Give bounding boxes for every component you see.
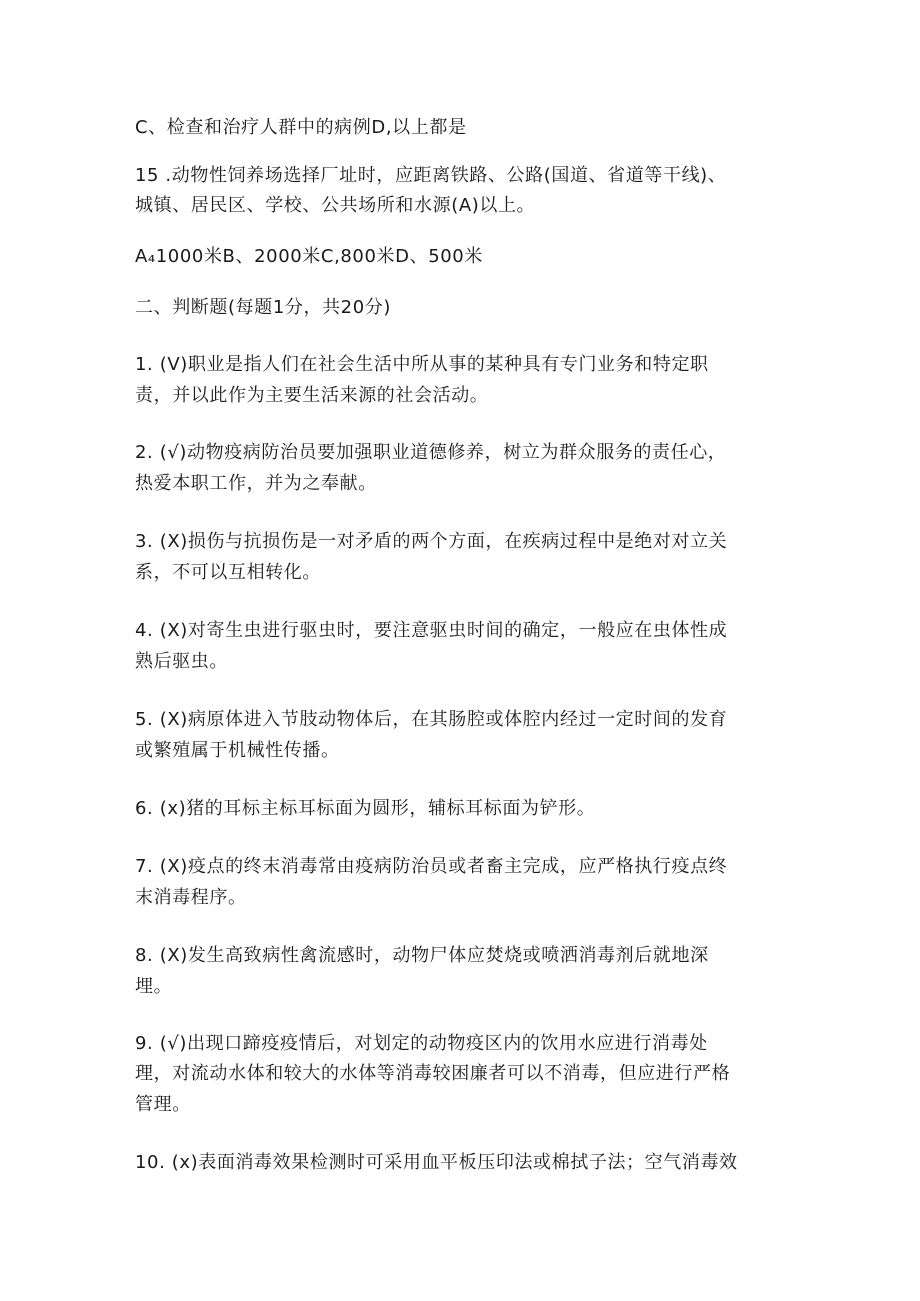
item-8-line-2: 埋。 <box>135 976 173 997</box>
question-15-line-1: 15 .动物性饲养场选择厂址时，应距离铁路、公路(国道、省道等干线)、 <box>135 165 727 186</box>
item-7-line-1: 7. (X)疫点的终末消毒常由疫病防治员或者畜主完成，应严格执行疫点终 <box>135 856 728 877</box>
item-9-line-2: 理，对流动水体和较大的水体等消毒较困廉者可以不消毒，但应进行严格 <box>135 1063 731 1084</box>
item-5-line-2: 或繁殖属于机械性传播。 <box>135 740 340 761</box>
option-line-c-d: C、检查和治疗人群中的病例D,以上都是 <box>135 117 467 138</box>
item-4-line-1: 4. (X)对寄生虫进行驱虫时，要注意驱虫时间的确定，一般应在虫体性成 <box>135 620 728 641</box>
item-2-line-2: 热爱本职工作，并为之奉献。 <box>135 473 377 494</box>
item-2-line-1: 2. (√)动物疫病防治员要加强职业道德修养，树立为群众服务的责任心， <box>135 442 727 463</box>
item-3-line-1: 3. (X)损伤与抗损伤是一对矛盾的两个方面，在疾病过程中是绝对对立关 <box>135 531 728 552</box>
item-7-line-2: 末消毒程序。 <box>135 887 247 908</box>
item-9-line-1: 9. (√)出现口蹄疫疫情后，对划定的动物疫区内的饮用水应进行消毒处 <box>135 1033 708 1054</box>
item-9-line-3: 管理。 <box>135 1094 191 1115</box>
item-8-line-1: 8. (X)发生高致病性禽流感时，动物尸体应焚烧或喷洒消毒剂后就地深 <box>135 945 709 966</box>
item-1-line-2: 责，并以此作为主要生活来源的社会活动。 <box>135 385 489 406</box>
item-6-line-1: 6. (x)猪的耳标主标耳标面为圆形，辅标耳标面为铲形。 <box>135 798 596 819</box>
item-10-line-1: 10. (x)表面消毒效果检测时可采用血平板压印法或棉拭子法；空气消毒效 <box>135 1152 738 1173</box>
question-15-options: A₄1000米B、2000米C,800米D、500米 <box>135 246 483 267</box>
question-15-line-2: 城镇、居民区、学校、公共场所和水源(A)以上。 <box>135 195 536 216</box>
item-3-line-2: 系，不可以互相转化。 <box>135 562 321 583</box>
item-5-line-1: 5. (X)病原体进入节肢动物体后，在其肠腔或体腔内经过一定时间的发育 <box>135 709 728 730</box>
item-1-line-1: 1. (V)职业是指人们在社会生活中所从事的某种具有专门业务和特定职 <box>135 354 709 375</box>
item-4-line-2: 熟后驱虫。 <box>135 651 228 672</box>
section-heading: 二、判断题(每题1分，共20分) <box>135 297 392 318</box>
